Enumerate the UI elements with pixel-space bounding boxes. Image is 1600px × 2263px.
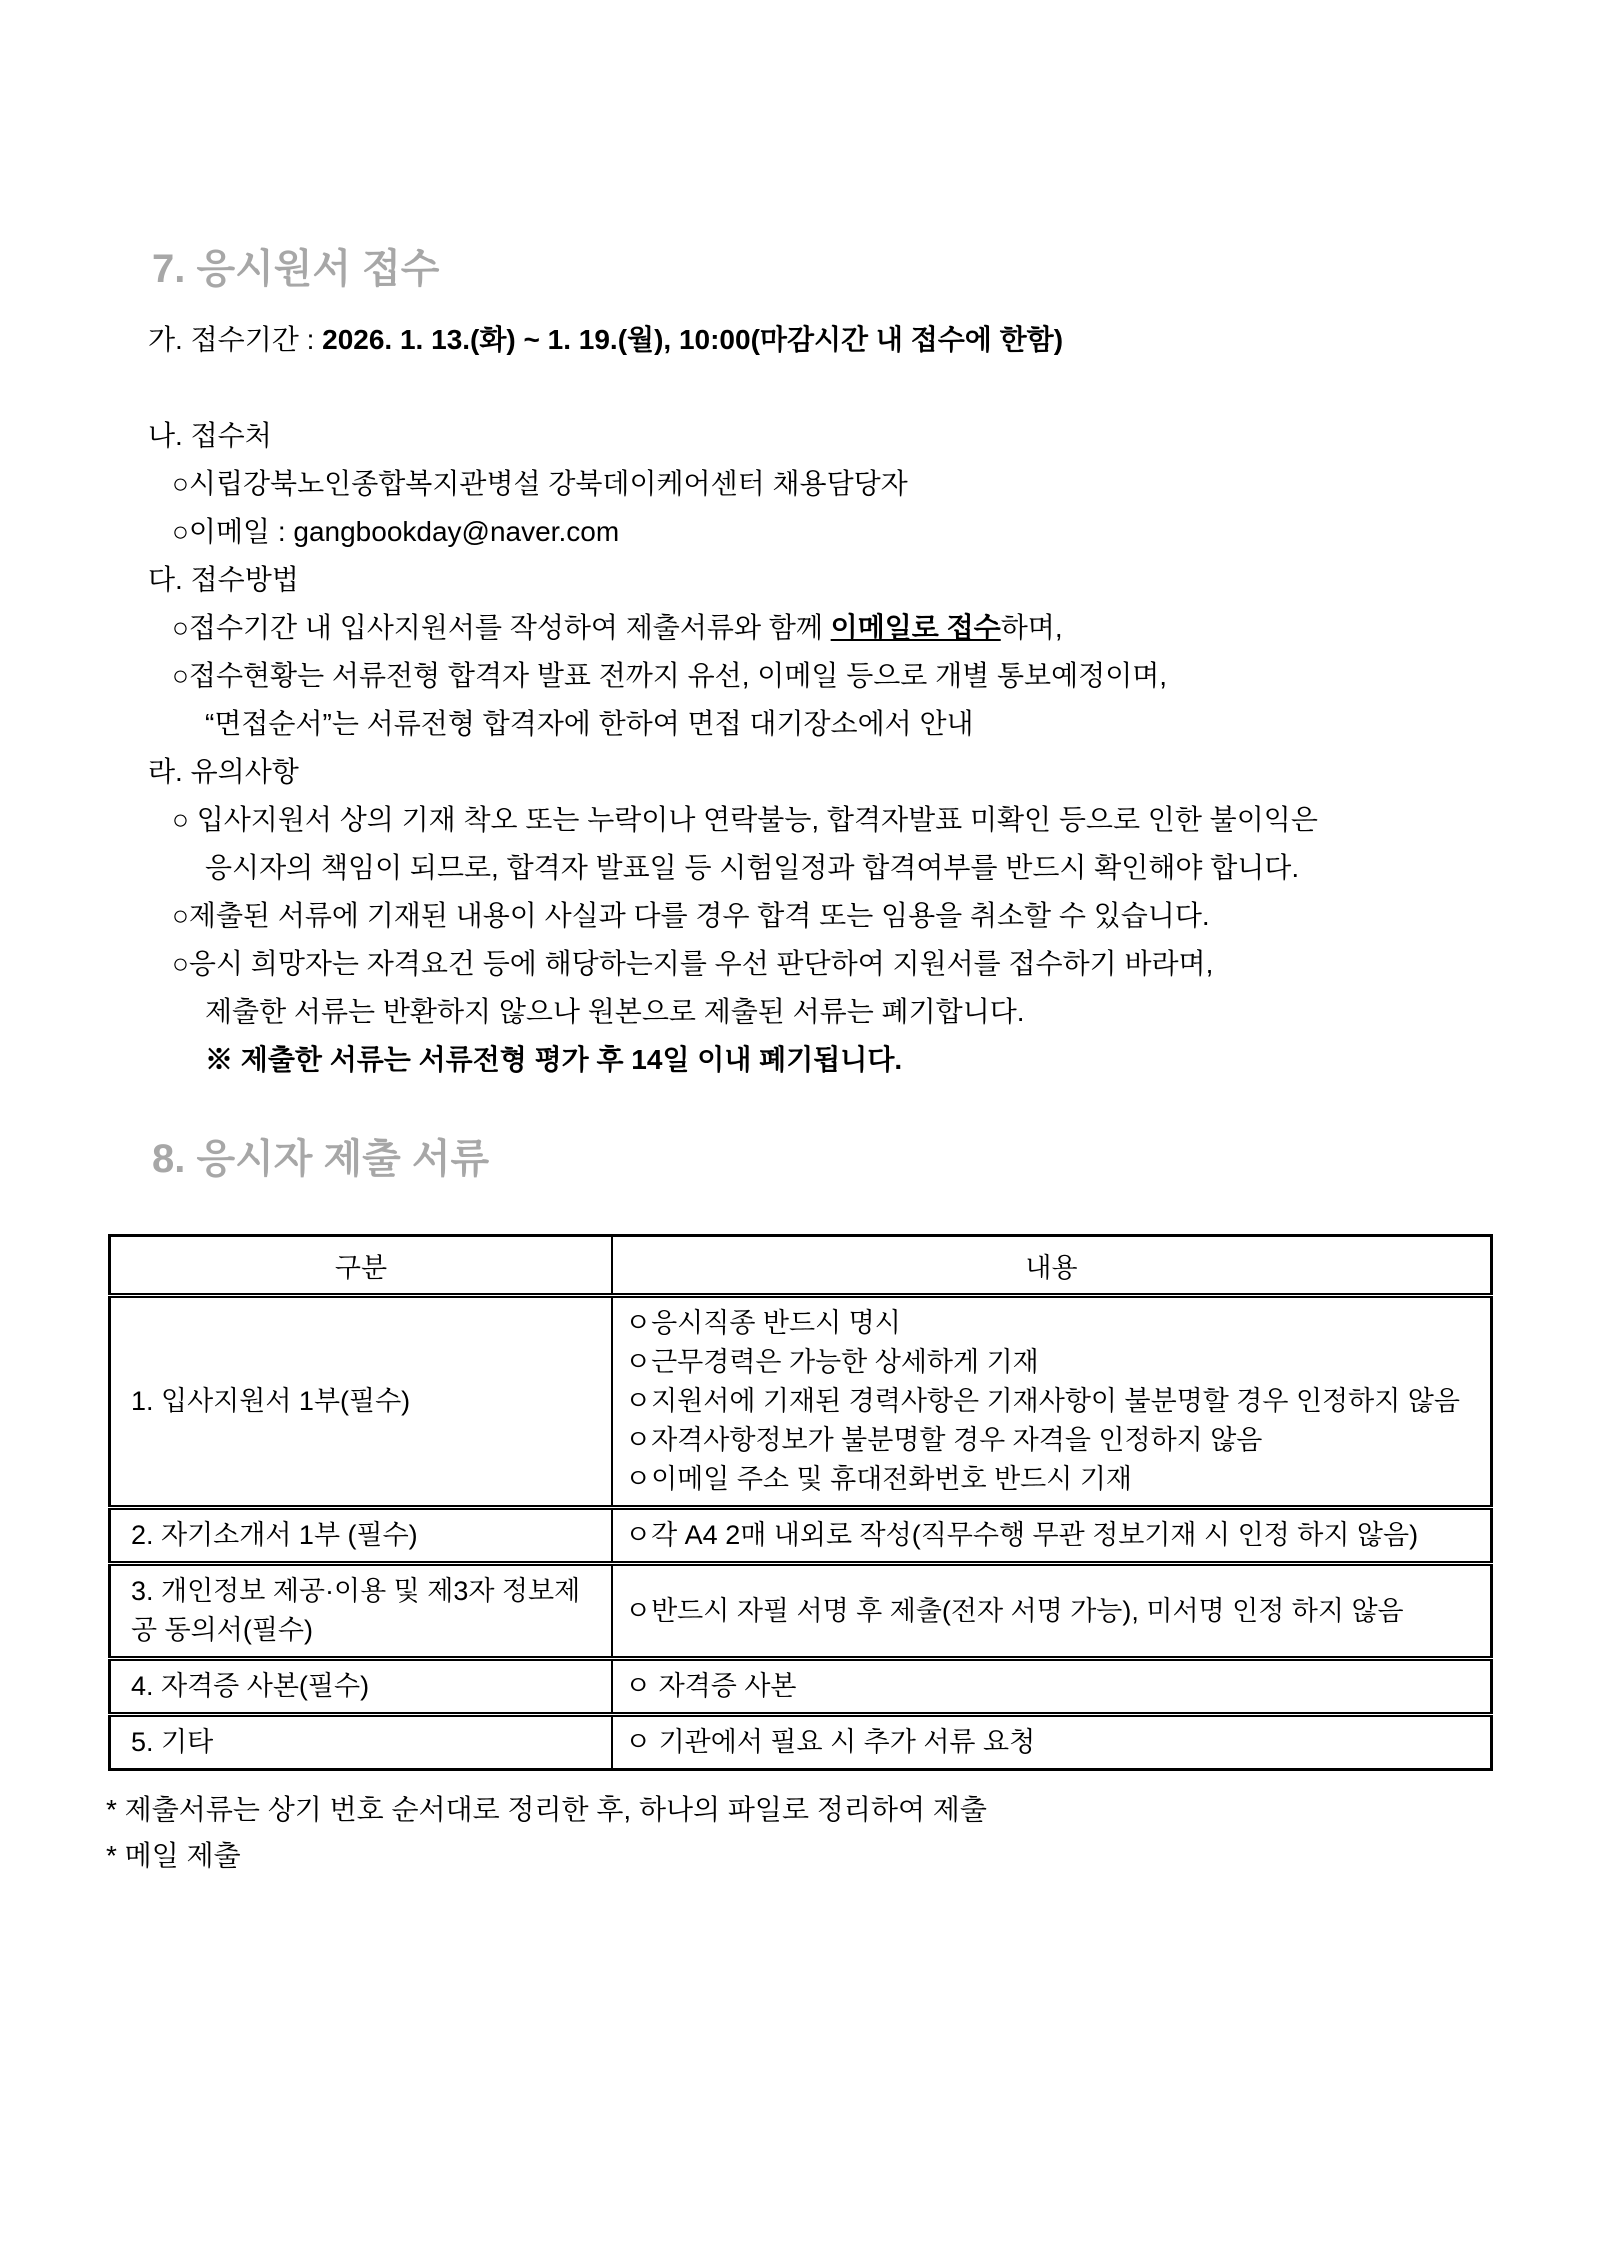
receipt-place-email: ○이메일 : gangbookday@naver.com	[172, 516, 620, 547]
row1-item: ㅇ근무경력은 가능한 상세하게 기재	[625, 1347, 1039, 1377]
table-row	[110, 1508, 1492, 1564]
footnote-mail-submit: * 메일 제출	[106, 1840, 241, 1871]
table-header-row	[110, 1236, 1492, 1296]
receipt-method-bullet1-post: 하며,	[1000, 612, 1063, 643]
table-row	[110, 1296, 1492, 1508]
row1-category: 1. 입사지원서 1부(필수)	[131, 1386, 411, 1416]
column-header-content: 내용	[612, 1236, 1492, 1296]
row4-item: ㅇ 자격증 사본	[625, 1671, 797, 1701]
row1-item: ㅇ지원서에 기재된 경력사항은 기재사항이 불분명할 경우 인정하지 않음	[625, 1386, 1460, 1416]
receipt-place-label: 나. 접수처	[148, 420, 272, 451]
receipt-method-email-emphasis: 이메일로 접수	[830, 612, 1001, 643]
section7-heading: 7. 응시원서 접수	[152, 247, 440, 291]
footnote-file-order: * 제출서류는 상기 번호 순서대로 정리한 후, 하나의 파일로 정리하여 제출	[106, 1794, 987, 1825]
column-header-category: 구분	[334, 1252, 388, 1283]
receipt-method-bullet1	[172, 604, 1600, 652]
row1-item: ㅇ이메일 주소 및 휴대전화번호 반드시 기재	[625, 1464, 1132, 1494]
row1-item: ㅇ응시직종 반드시 명시	[625, 1308, 901, 1338]
row2-item: ㅇ각 A4 2매 내외로 작성(직무수행 무관 정보기재 시 인정 하지 않음)	[625, 1520, 1419, 1550]
row5-content	[612, 1715, 1492, 1770]
receipt-place-center: ○시립강북노인종합복지관병설 강북데이케어센터 채용담당자	[172, 468, 908, 499]
row2-content	[612, 1508, 1492, 1564]
receipt-method-bullet2-line1: ○접수현황는 서류전형 합격자 발표 전까지 유선, 이메일 등으로 개별 통보예정이며,	[172, 660, 1168, 691]
row4-category: 4. 자격증 사본(필수)	[131, 1671, 370, 1701]
row1-content	[612, 1296, 1492, 1508]
notice-bullet1-line2: 응시자의 책임이 되므로, 합격자 발표일 등 시험일정과 합격여부를 반드시 확인해야 합니다.	[205, 852, 1300, 883]
notice-disposal-note: ※ 제출한 서류는 서류전형 평가 후 14일 이내 폐기됩니다.	[205, 1044, 903, 1075]
row3-category: 3. 개인정보 제공·이용 및 제3자 정보제공 동의서(필수)	[131, 1576, 581, 1645]
row5-item: ㅇ 기관에서 필요 시 추가 서류 요청	[625, 1727, 1036, 1757]
section8-heading: 8. 응시자 제출 서류	[152, 1137, 490, 1181]
table-row	[110, 1715, 1492, 1770]
receipt-method-bullet2-line2: “면접순서”는 서류전형 합격자에 한하여 면접 대기장소에서 안내	[205, 708, 974, 739]
row5-category: 5. 기타	[131, 1727, 214, 1757]
notice-label: 라. 유의사항	[148, 756, 299, 787]
row3-item: ㅇ반드시 자필 서명 후 제출(전자 서명 가능), 미서명 인정 하지 않음	[625, 1595, 1404, 1626]
table-head	[110, 1236, 1492, 1296]
notice-bullet3-line1: ○응시 희망자는 자격요건 등에 해당하는지를 우선 판단하여 지원서를 접수하기 바라며,	[172, 948, 1214, 979]
receipt-period-line	[148, 316, 1600, 364]
notice-bullet3-line2: 제출한 서류는 반환하지 않으나 원본으로 제출된 서류는 폐기합니다.	[205, 996, 1025, 1027]
table-body	[110, 1296, 1492, 1770]
row2-category: 2. 자기소개서 1부 (필수)	[131, 1520, 418, 1550]
row1-item: ㅇ자격사항정보가 불분명할 경우 자격을 인정하지 않음	[625, 1425, 1263, 1455]
receipt-method-bullet1-pre: ○접수기간 내 입사지원서를 작성하여 제출서류와 함께	[172, 612, 831, 643]
receipt-period-value: 2026. 1. 13.(화) ~ 1. 19.(월), 10:00(마감시간 내 접수에 한함)	[322, 324, 1064, 355]
row4-content	[612, 1659, 1492, 1715]
notice-bullet1-line1: ○ 입사지원서 상의 기재 착오 또는 누락이나 연락불능, 합격자발표 미확인 등으로 인한 불이익은	[172, 804, 1318, 835]
receipt-period-label: 가. 접수기간 :	[148, 324, 323, 355]
notice-bullet2: ○제출된 서류에 기재된 내용이 사실과 다를 경우 합격 또는 임용을 취소할 수 있습니다.	[172, 900, 1210, 931]
table-row	[110, 1564, 1492, 1659]
row3-content	[612, 1564, 1492, 1659]
receipt-method-label: 다. 접수방법	[148, 564, 299, 595]
submission-documents-table	[108, 1234, 1493, 1771]
table-row	[110, 1659, 1492, 1715]
